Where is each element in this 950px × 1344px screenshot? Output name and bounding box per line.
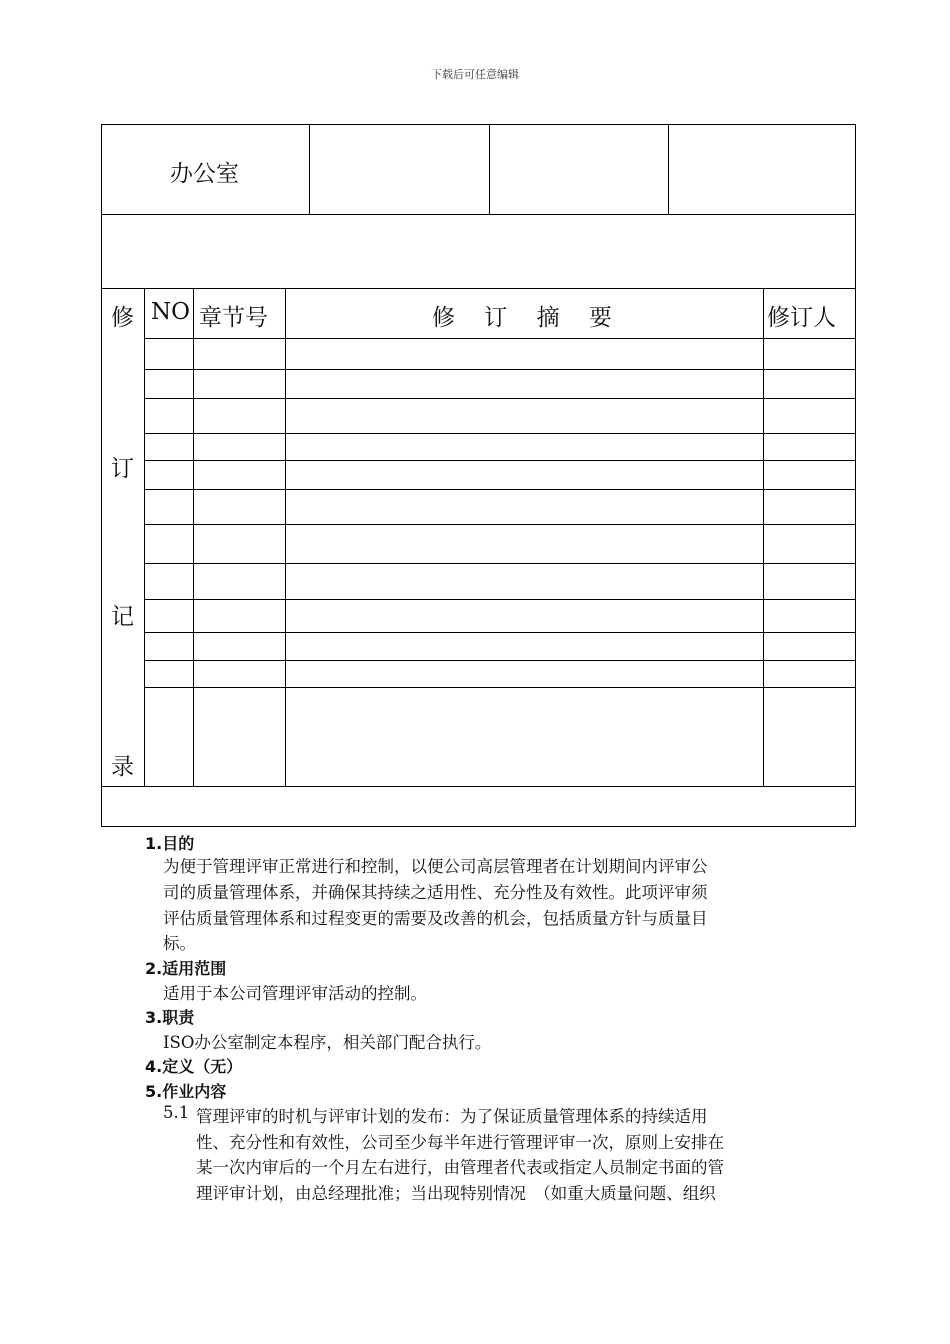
- subsection-line: 性、充分性和有效性，公司至少每半年进行管理评审一次，原则上安排在: [196, 1133, 724, 1152]
- col-header-summary: 修 订 摘 要: [432, 305, 612, 331]
- col-header-chapter: 章节号: [199, 305, 268, 331]
- section-line: ISO办公室制定本程序，相关部门配合执行。: [163, 1033, 492, 1052]
- section-line: 评估质量管理体系和过程变更的需要及改善的机会，包括质量方针与质量目: [163, 909, 708, 928]
- side-label-char: 修: [111, 305, 134, 331]
- section-line: 标。: [163, 934, 196, 953]
- side-label-char: 记: [111, 604, 134, 630]
- subsection-line: 某一次内审后的一个月左右进行，由管理者代表或指定人员制定书面的管: [196, 1158, 724, 1177]
- section-title: 4.定义（无）: [145, 1057, 243, 1076]
- subsection-number: 5.1: [163, 1103, 190, 1122]
- section-line: 司的质量管理体系，并确保其持续之适用性、充分性及有效性。此项评审须: [163, 883, 708, 902]
- section-title: 5.作业内容: [145, 1082, 227, 1101]
- header-note: 下载后可任意编辑: [431, 68, 519, 81]
- side-label-char: 录: [111, 754, 134, 780]
- col-header-reviser: 修订人: [767, 305, 836, 331]
- office-label: 办公室: [170, 161, 239, 187]
- side-label-char: 订: [111, 456, 134, 482]
- subsection-line: 理评审计划，由总经理批准；当出现特别情况 （如重大质量问题、组织: [196, 1184, 716, 1203]
- section-title: 2.适用范围: [145, 959, 227, 978]
- col-header-no: NO: [151, 299, 190, 325]
- section-line: 为便于管理评审正常进行和控制，以便公司高层管理者在计划期间内评审公: [163, 857, 708, 876]
- section-title: 3.职责: [145, 1008, 195, 1027]
- section-title: 1.目的: [145, 834, 195, 853]
- subsection-line: 管理评审的时机与评审计划的发布：为了保证质量管理体系的持续适用: [196, 1107, 708, 1126]
- section-line: 适用于本公司管理评审活动的控制。: [163, 984, 427, 1003]
